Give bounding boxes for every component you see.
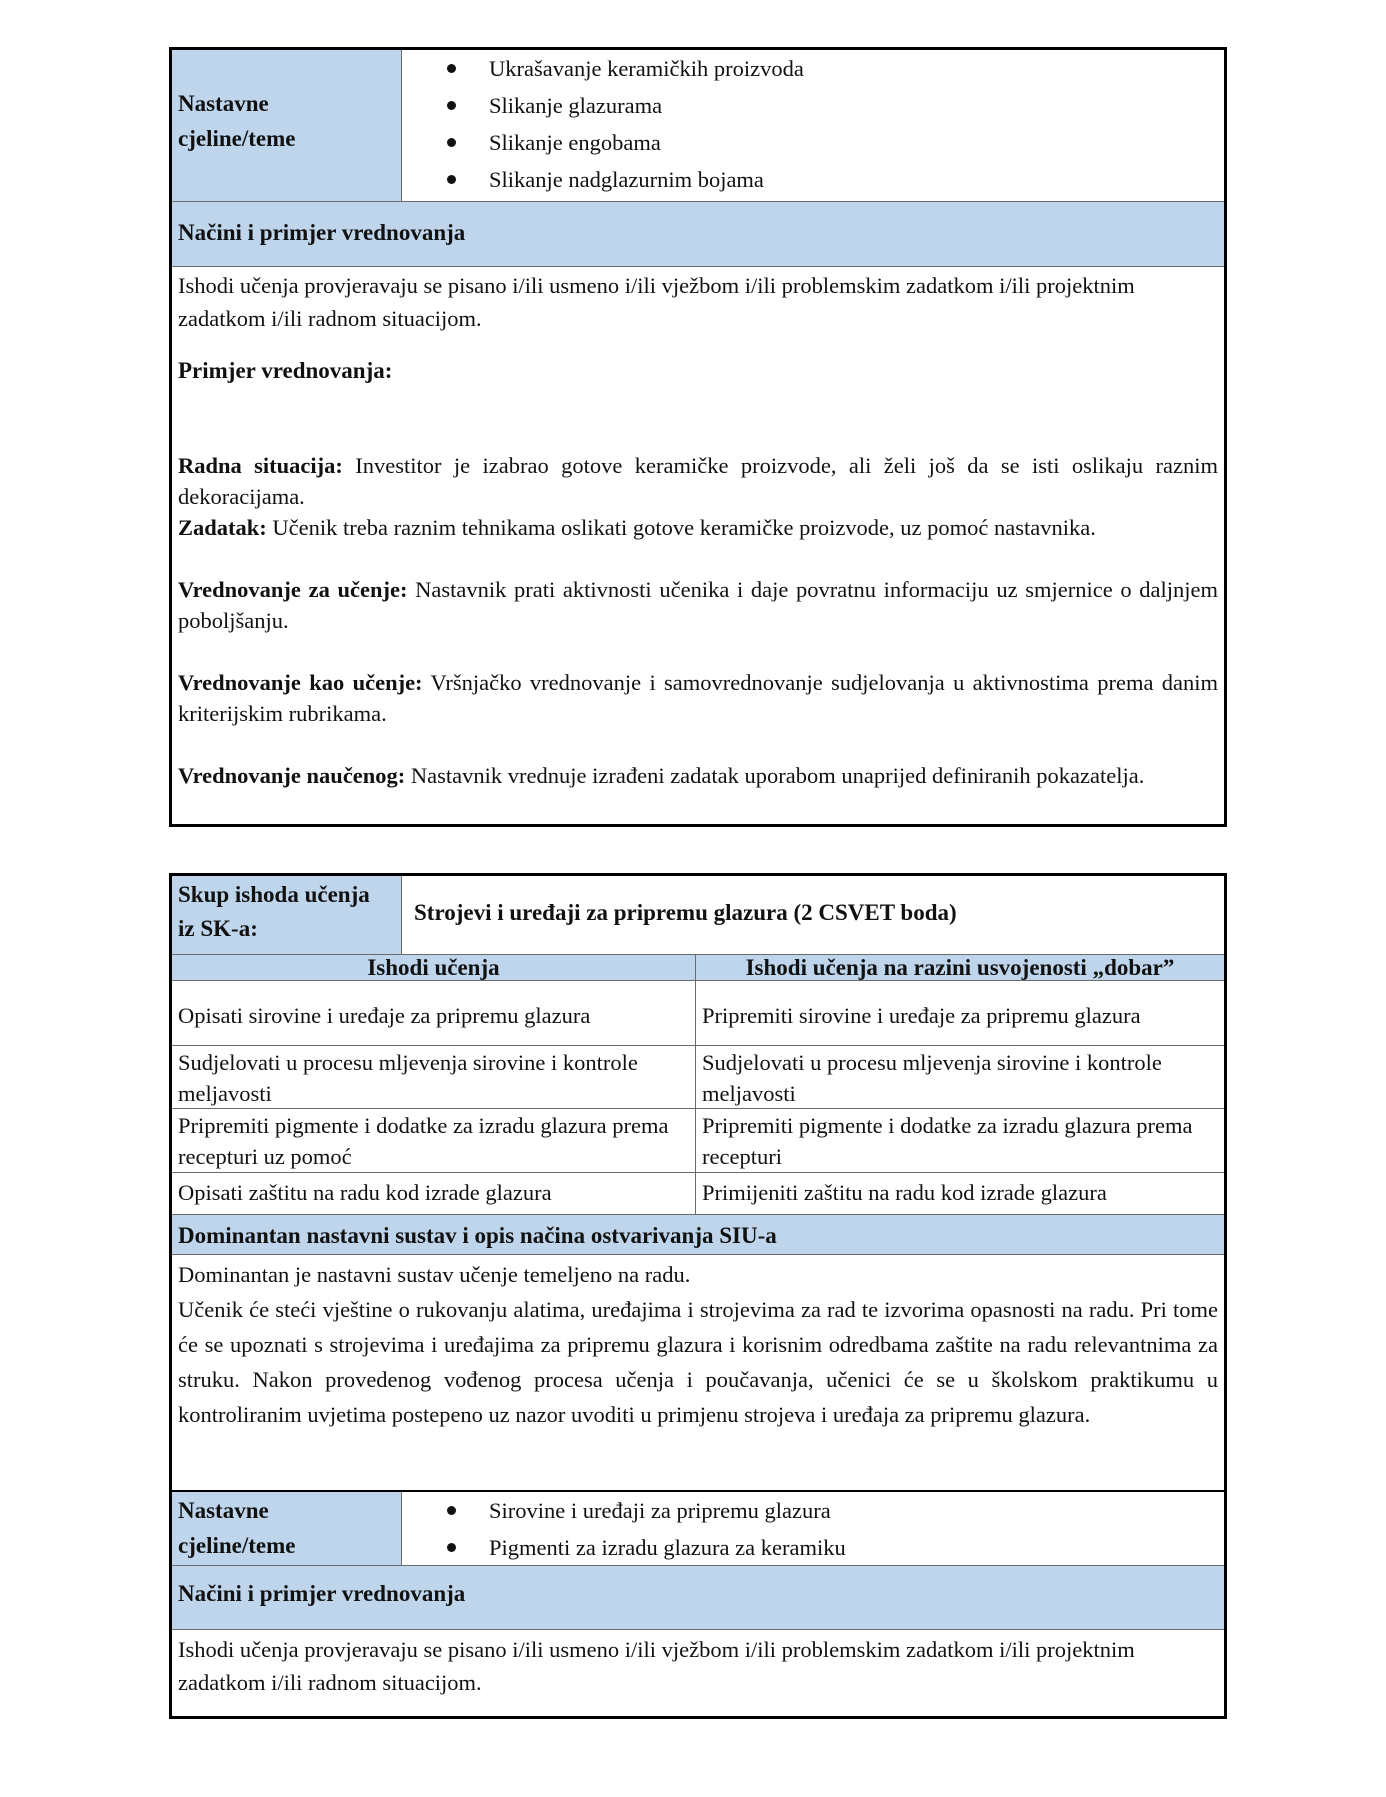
bullet-icon — [447, 64, 456, 73]
topics-list-cell — [401, 1492, 1224, 1565]
bullet-icon — [447, 138, 456, 147]
topics-list — [402, 50, 1224, 198]
work-situation: Radna situacija: Investitor je izabrao gotove keramičke proizvode, ali želi još da se isti oslikaju raznim dekoracijama. — [178, 453, 1218, 509]
outcome-good-cell: Sudjelovati u procesu mljevenja sirovine i kontrole meljavosti — [695, 1046, 1224, 1108]
outcome-cell: Sudjelovati u procesu mljevenja sirovine i kontrole meljavosti — [178, 1050, 638, 1106]
learning-set-label-cell — [172, 876, 401, 954]
outcome-row — [172, 1045, 1224, 1108]
assessment-intro: Ishodi učenja provjeravaju se pisano i/ili usmeno i/ili vježbom i/ili problemskim zadatkom i/ili projektnim zadatkom i/ili radnom situacijom. — [178, 273, 1135, 331]
assessment-header-row — [172, 1565, 1224, 1629]
col-header-outcomes: Ishodi učenja — [367, 955, 500, 980]
outcomes-header-row — [172, 954, 1224, 980]
topics-label-cell — [172, 50, 401, 201]
teaching-system-header: Dominantan nastavni sustav i opis načina ostvarivanja SIU-a — [178, 1223, 777, 1248]
assessment-body — [172, 266, 1224, 824]
curriculum-table-1 — [169, 47, 1227, 827]
topics-row — [172, 50, 1224, 201]
topic-item: Slikanje glazurama — [402, 87, 1224, 124]
assessment-intro: Ishodi učenja provjeravaju se pisano i/ili usmeno i/ili vježbom i/ili problemskim zadatkom i/ili projektnim zadatkom i/ili radnom situacijom. — [178, 1637, 1135, 1695]
bullet-icon — [447, 101, 456, 110]
assessment-header: Načini i primjer vrednovanja — [178, 220, 466, 245]
topics-list-cell — [401, 50, 1224, 201]
outcome-good-cell: Pripremiti sirovine i uređaje za pripremu glazura — [695, 981, 1224, 1045]
outcome-row — [172, 1172, 1224, 1214]
outcome-row — [172, 980, 1224, 1045]
col-header-outcomes-good: Ishodi učenja na razini usvojenosti „dobar” — [695, 955, 1224, 980]
topics-label-line2: cjeline/teme — [178, 126, 296, 151]
topics-label-cell — [172, 1492, 401, 1565]
learning-set-title: Strojevi i uređaji za pripremu glazura (2 CSVET boda) — [414, 900, 957, 925]
topic-item: Sirovine i uređaji za pripremu glazura — [402, 1492, 1224, 1529]
outcome-cell: Pripremiti pigmente i dodatke za izradu glazura prema recepturi uz pomoć — [178, 1113, 669, 1169]
assessment-as-learning: Vrednovanje kao učenje: Vršnjačko vrednovanje i samovrednovanje sudjelovanja u aktivnostima prema danim kriterijskim rubrikama. — [178, 670, 1219, 726]
topics-row — [172, 1490, 1224, 1565]
outcome-cell: Opisati zaštitu na radu kod izrade glazura — [178, 1180, 552, 1205]
learning-set-label-line2: iz SK-a: — [178, 916, 258, 941]
assessment-header: Načini i primjer vrednovanja — [178, 1581, 466, 1606]
assessment-for-learning: Vrednovanje za učenje: Nastavnik prati aktivnosti učenika i daje povratnu informaciju uz smjernice o daljnjem poboljšanju. — [178, 577, 1218, 633]
outcome-good-cell: Pripremiti pigmente i dodatke za izradu glazura prema recepturi — [695, 1109, 1224, 1172]
teaching-system-body — [172, 1254, 1224, 1490]
bullet-icon — [447, 1506, 456, 1515]
learning-set-title-cell — [401, 876, 1224, 954]
outcome-good-cell: Primijeniti zaštitu na radu kod izrade glazura — [695, 1173, 1224, 1214]
topic-item: Slikanje engobama — [402, 124, 1224, 161]
topics-label-line1: Nastavne — [178, 1498, 269, 1523]
assessment-header-row — [172, 201, 1224, 266]
teaching-system-line1: Dominantan je nastavni sustav učenje temeljeno na radu. — [178, 1262, 691, 1287]
assessment-body — [172, 1629, 1224, 1716]
learning-set-label-line1: Skup ishoda učenja — [178, 882, 370, 907]
bullet-icon — [447, 175, 456, 184]
outcome-row — [172, 1108, 1224, 1172]
curriculum-table-2 — [169, 873, 1227, 1719]
bullet-icon — [447, 1543, 456, 1552]
teaching-system-header-row — [172, 1214, 1224, 1254]
topics-label-line2: cjeline/teme — [178, 1533, 296, 1558]
teaching-system-text: Učenik će steći vještine o rukovanju alatima, uređajima i strojevima za rad te izvorima opasnosti na radu. Pri tome će se upoznati s strojevima i uređajima za pripremu glazura i korisnim odredbama zaštite na radu relevantnima za struku. Nakon provedenog vođenog procesa učenja i poučavanja, učenici će se u školskom praktikumu u kontroliranim uvjetima postepeno uz nazor uvoditi u primjenu strojeva i uređaja za pripremu glazura. — [178, 1297, 1218, 1427]
assessment-of-learning: Vrednovanje naučenog: Nastavnik vrednuje izrađeni zadatak uporabom unaprijed definiranih pokazatelja. — [178, 763, 1145, 788]
topics-label-line1: Nastavne — [178, 91, 269, 116]
task: Zadatak: Učenik treba raznim tehnikama oslikati gotove keramičke proizvode, uz pomoć nastavnika. — [178, 515, 1096, 540]
topic-item: Pigmenti za izradu glazura za keramiku — [402, 1529, 1224, 1566]
example-heading: Primjer vrednovanja: — [178, 358, 393, 383]
topic-item: Ukrašavanje keramičkih proizvoda — [402, 50, 1224, 87]
learning-set-row — [172, 876, 1224, 954]
topics-list — [402, 1492, 1224, 1566]
topic-item: Slikanje nadglazurnim bojama — [402, 161, 1224, 198]
outcome-cell: Opisati sirovine i uređaje za pripremu glazura — [178, 1003, 591, 1028]
